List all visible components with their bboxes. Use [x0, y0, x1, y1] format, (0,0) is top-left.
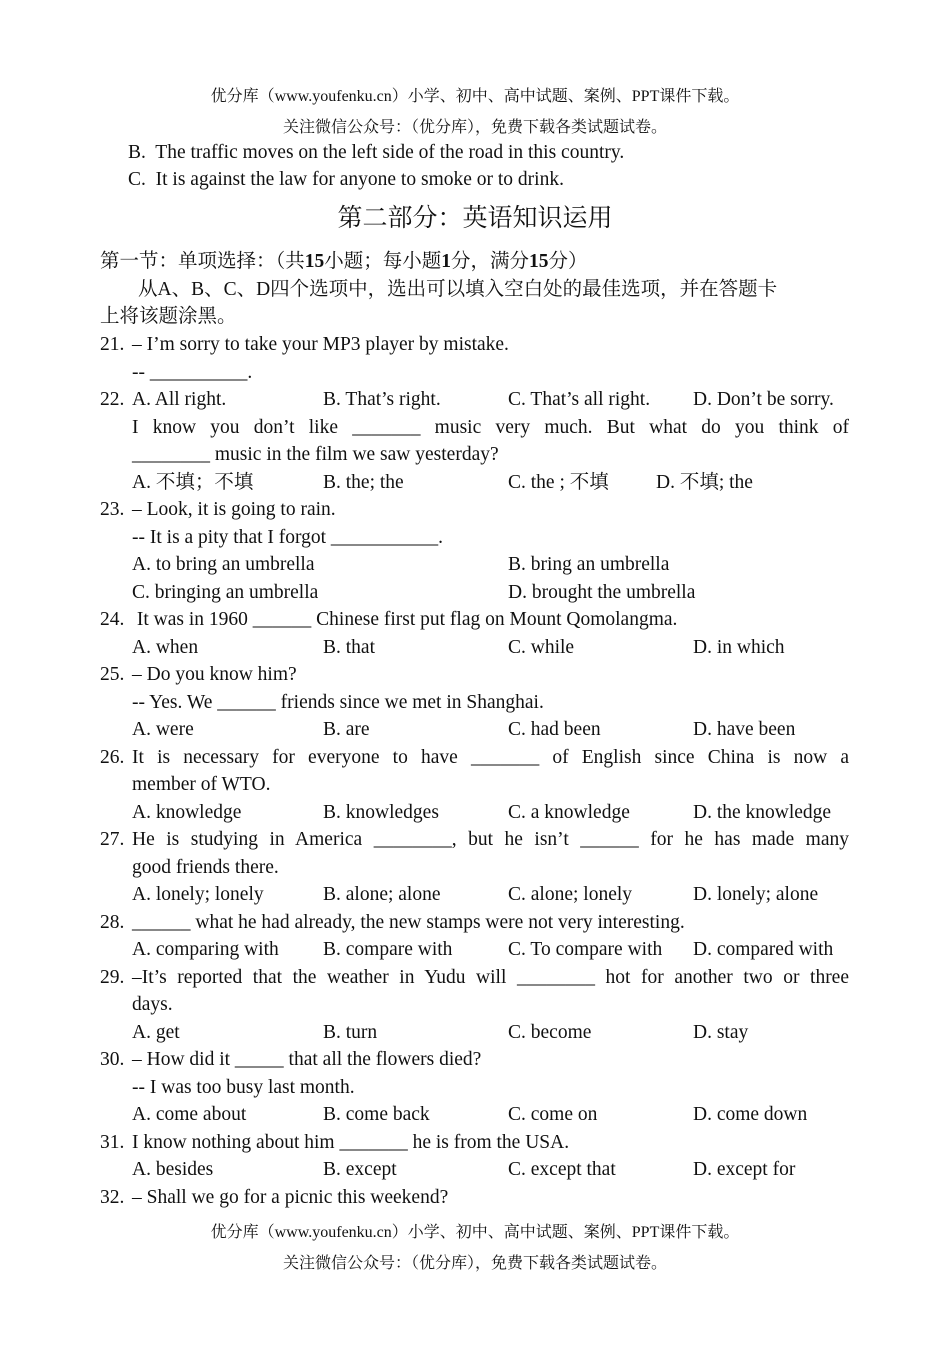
q26-option-c: C. a knowledge	[508, 802, 630, 823]
q25-number: 25.	[100, 664, 125, 685]
q27-option-b: B. alone; alone	[323, 884, 441, 905]
q31-stem: I know nothing about him _______ he is from the USA.	[132, 1132, 570, 1153]
q27-option-d: D. lonely; alone	[693, 884, 819, 905]
q30-stem: – How did it _____ that all the flowers died?	[132, 1049, 482, 1070]
q21-number: 21.	[100, 334, 125, 355]
q26-option-b: B. knowledges	[323, 802, 439, 823]
q23-stem: – Look, it is going to rain.	[132, 499, 336, 520]
q31-number: 31.	[100, 1132, 125, 1153]
q30-option-a: A. come about	[132, 1104, 247, 1125]
header-line-2: 关注微信公众号：（优分库），免费下载各类试题试卷。	[282, 119, 667, 136]
section-instruction-line1: 从A、B、C、D四个选项中，选出可以填入空白处的最佳选项，并在答题卡	[138, 279, 778, 300]
q22-number: 22.	[100, 389, 125, 410]
q26-stem-line2: member of WTO.	[132, 774, 271, 795]
q27-number: 27.	[100, 829, 125, 850]
q32-number: 32.	[100, 1187, 125, 1208]
q21-option-c: C. That’s all right.	[508, 389, 651, 410]
q30-option-c: C. come on	[508, 1104, 598, 1125]
prev-option-c: C. It is against the law for anyone to smoke or to drink.	[128, 169, 564, 190]
q32-stem: – Shall we go for a picnic this weekend?	[132, 1187, 449, 1208]
q25-response: -- Yes. We ______ friends since we met in Shanghai.	[132, 692, 544, 713]
q24-stem: It was in 1960 ______ Chinese first put flag on Mount Qomolangma.	[132, 609, 678, 630]
q25-option-a: A. were	[132, 719, 194, 740]
q29-option-c: C. become	[508, 1022, 592, 1043]
q22-option-d: D. 不填; the	[656, 472, 753, 493]
section-heading: 第一节：单项选择：（共15小题；每小题1分，满分15分）	[100, 251, 588, 272]
q27-stem-line1: He is studying in America ________, but he isn’t ______ for he has made many	[132, 829, 849, 850]
q21-option-a: A. All right.	[132, 389, 227, 410]
q24-option-a: A. when	[132, 637, 199, 658]
q31-option-a: A. besides	[132, 1159, 214, 1180]
q22-option-a: A. 不填；不填	[132, 472, 254, 493]
q28-option-c: C. To compare with	[508, 939, 663, 960]
q30-response: -- I was too busy last month.	[132, 1077, 355, 1098]
q31-option-b: B. except	[323, 1159, 397, 1180]
q24-number: 24.	[100, 609, 125, 630]
q21-response: -- __________.	[132, 362, 253, 383]
q22-option-b: B. the; the	[323, 472, 404, 493]
q23-option-a: A. to bring an umbrella	[132, 554, 315, 575]
q29-stem-line1: –It’s reported that the weather in Yudu will ________ hot for another two or three	[132, 967, 849, 988]
prev-option-b: B. The traffic moves on the left side of the road in this country.	[128, 142, 625, 163]
q23-option-b: B. bring an umbrella	[508, 554, 670, 575]
q26-option-a: A. knowledge	[132, 802, 242, 823]
q23-response: -- It is a pity that I forgot ___________.	[132, 527, 444, 548]
q26-stem-line1: It is necessary for everyone to have _______ of English since China is now a	[132, 747, 849, 768]
q30-number: 30.	[100, 1049, 125, 1070]
footer-line-1: 优分库（www.youfenku.cn）小学、初中、高中试题、案例、PPT课件下载。	[210, 1224, 740, 1241]
q24-option-d: D. in which	[693, 637, 785, 658]
q31-option-d: D. except for	[693, 1159, 796, 1180]
q25-option-b: B. are	[323, 719, 370, 740]
q29-number: 29.	[100, 967, 125, 988]
q23-option-c: C. bringing an umbrella	[132, 582, 319, 603]
q23-option-d: D. brought the umbrella	[508, 582, 696, 603]
q28-option-b: B. compare with	[323, 939, 453, 960]
q25-option-d: D. have been	[693, 719, 796, 740]
q26-option-d: D. the knowledge	[693, 802, 832, 823]
q22-stem-line1: I know you don’t like _______ music very much. But what do you think of	[132, 417, 849, 438]
q25-stem: – Do you know him?	[132, 664, 297, 685]
part-title: 第二部分：英语知识运用	[337, 205, 613, 232]
q24-option-b: B. that	[323, 637, 375, 658]
section-instruction-line2: 上将该题涂黑。	[100, 306, 237, 327]
q23-number: 23.	[100, 499, 125, 520]
q27-stem-line2: good friends there.	[132, 857, 279, 878]
q28-stem: ______ what he had already, the new stamps were not very interesting.	[132, 912, 685, 933]
q30-option-d: D. come down	[693, 1104, 808, 1125]
footer-line-2: 关注微信公众号：（优分库），免费下载各类试题试卷。	[282, 1255, 667, 1272]
q27-option-a: A. lonely; lonely	[132, 884, 264, 905]
q30-option-b: B. come back	[323, 1104, 430, 1125]
q21-option-b: B. That’s right.	[323, 389, 441, 410]
q26-number: 26.	[100, 747, 125, 768]
q31-option-c: C. except that	[508, 1159, 616, 1180]
q21-option-d: D. Don’t be sorry.	[693, 389, 834, 410]
q21-stem: – I’m sorry to take your MP3 player by mistake.	[132, 334, 509, 355]
q29-stem-line2: days.	[132, 994, 173, 1015]
q28-number: 28.	[100, 912, 125, 933]
q22-stem-line2: ________ music in the film we saw yesterday?	[132, 444, 499, 465]
q27-option-c: C. alone; lonely	[508, 884, 633, 905]
q29-option-a: A. get	[132, 1022, 180, 1043]
q24-option-c: C. while	[508, 637, 575, 658]
q22-option-c: C. the ; 不填	[508, 472, 609, 493]
q29-option-b: B. turn	[323, 1022, 378, 1043]
header-line-1: 优分库（www.youfenku.cn）小学、初中、高中试题、案例、PPT课件下载。	[210, 88, 740, 105]
q29-option-d: D. stay	[693, 1022, 749, 1043]
q28-option-a: A. comparing with	[132, 939, 279, 960]
q28-option-d: D. compared with	[693, 939, 834, 960]
q25-option-c: C. had been	[508, 719, 601, 740]
